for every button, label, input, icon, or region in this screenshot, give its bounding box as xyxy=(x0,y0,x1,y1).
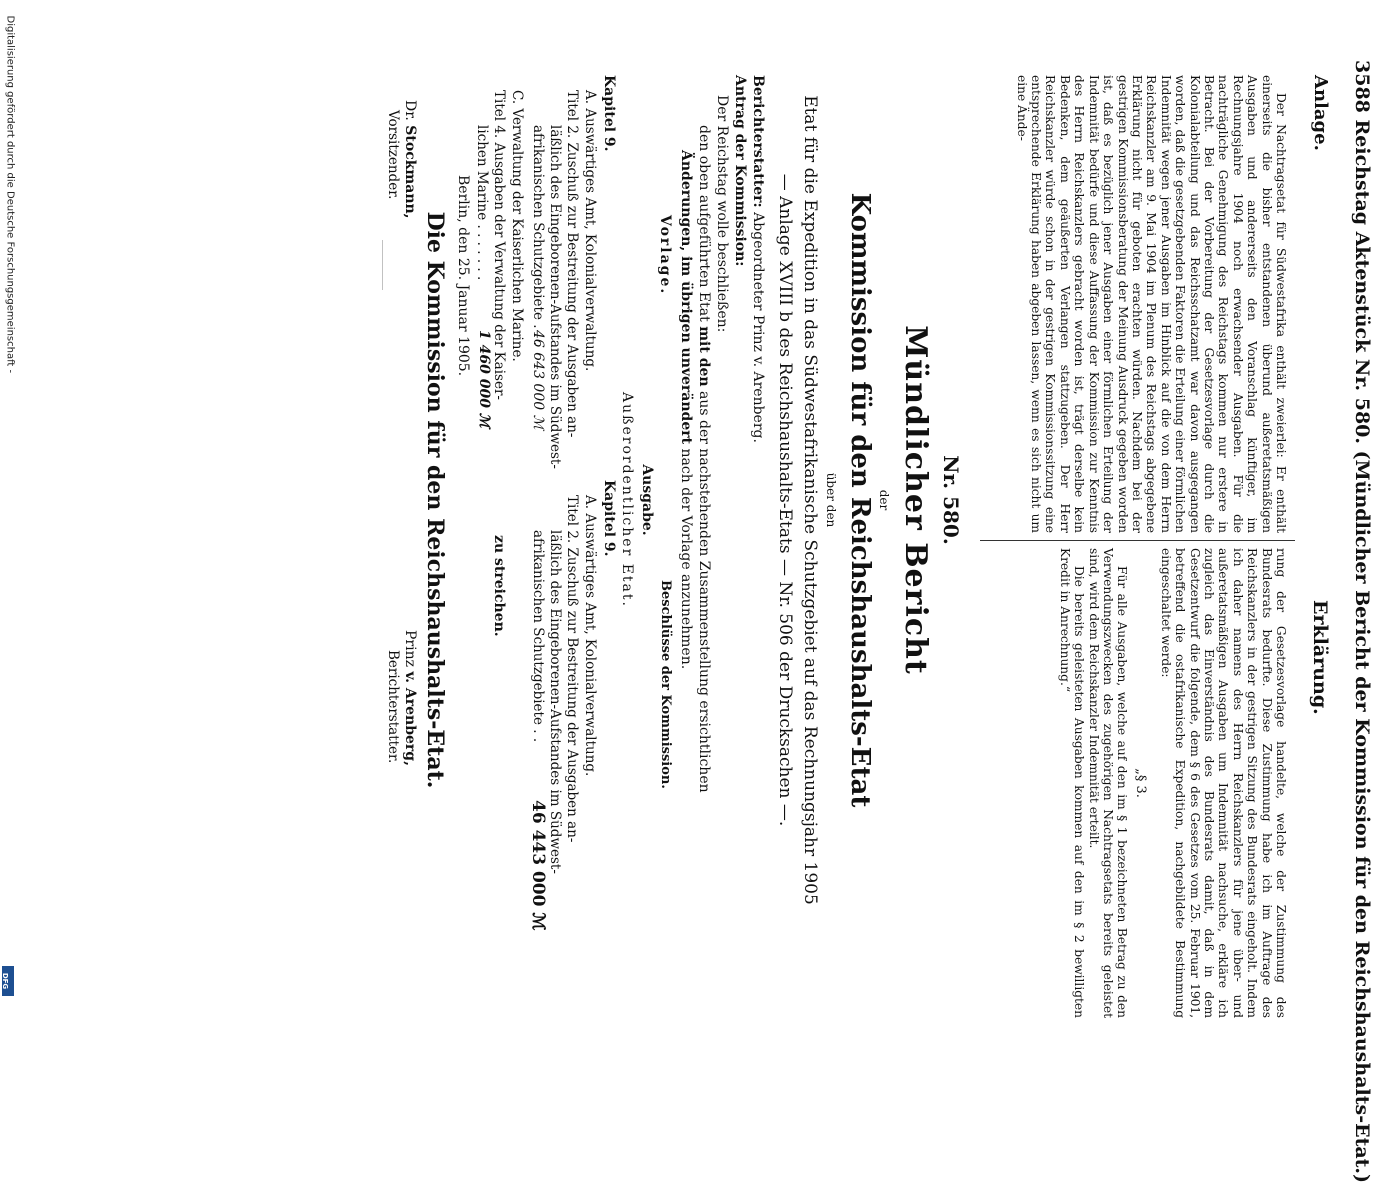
subject-line-2: — Anlage XVIII b des Reichshaushalts-Etats — Nr. 506 der Drucksachen —. xyxy=(775,173,795,827)
titel2-left-l1: Titel 2. Zuschuß zur Bestreitung der Ausgaben an- xyxy=(564,90,580,438)
section-a-left: A. Auswärtiges Amt, Kolonialverwaltung. xyxy=(582,90,598,372)
titel2-left-l2: läßlich des Eingeborenen-Aufstandes im Südwest- xyxy=(547,125,563,469)
antrag-line-3 xyxy=(678,150,694,669)
ausgabe-heading: Ausgabe. xyxy=(639,464,655,536)
reporter-label: Berichterstatter: xyxy=(750,75,766,208)
zu-streichen: zu streichen. xyxy=(491,535,507,637)
beschluesse-heading: Beschlüsse der Kommission. xyxy=(658,580,673,789)
reporter-prefix: Prinz xyxy=(402,630,418,667)
chair-name: Stockmann, xyxy=(402,125,418,219)
dfg-credit-text: Digitalisierung gefördert durch die Deutsche Forschungsgemeinschaft - xyxy=(4,15,16,374)
section-c: C. Verwaltung der Kaiserlichen Marine. xyxy=(509,90,525,362)
chair-prefix: Dr. xyxy=(402,100,418,121)
reporter-line xyxy=(750,75,766,443)
commission-signature: Die Kommission für den Reichshaushalts-Etat. xyxy=(422,211,448,789)
titel4-l1: Titel 4. Ausgaben der Verwaltung der Kaiser- xyxy=(491,90,507,400)
declaration-left-column xyxy=(1014,75,1288,533)
subject-line-1: Etat für die Expedition in das Südwestafrikanische Schutzgebiet auf das Rechnungsjahr 1905 xyxy=(800,95,820,905)
titel2-right-l1: Titel 2. Zuschuß zur Bestreitung der Ausgaben an- xyxy=(564,495,580,843)
dfg-logo-text: DFG xyxy=(1,972,10,990)
antrag-label: Antrag der Kommission: xyxy=(732,75,748,267)
reporter-name: Abgeordneter Prinz v. Arenberg. xyxy=(750,212,766,443)
titel4-l2: lichen Marine . . . . . . . xyxy=(474,125,490,281)
declaration-right-column xyxy=(1057,548,1288,1018)
antrag-text: den oben aufgeführten Etat xyxy=(696,125,712,322)
declaration-paragraph: Der Nachtragsetat für Südwestafrika enthält zweierlei: Er enthält einerseits die bisher entstandenen überund außeretatsmäßigen Ausgaben und andererseits den Voranschlag künftiger, im Rechnungsjahre 1904 noch erwachsender Ausgaben. Für die nachträgliche Genehmigung des Reichstags kommen nur erstere in Betracht. Bei der Vorbereitung der Gesetzesvorlage durch die Kolonialabteilung und das Reichsschatzamt war davon ausgegangen worden, daß die gesetzgebenden Faktoren die Erteilung einer förmlichen Indemnität wegen jener Ausgaben im Hinblick auf die von dem Herrn Reichskanzler am 9. Mai 1904 im Plenum des Reichstags abgegebene Erklärung nicht für geboten erachten würden. Nachdem bei der gestrigen Kommissionsberatung der Meinung Ausdruck gegeben worden ist, daß es bezüglich jener Ausgaben einer förmlichen Erteilung der Indemnität bedürfe und diese Auffassung der Kommission zur Kenntnis des Herrn Reichskanzlers gebracht worden ist, trägt derselbe kein Bedenken, dem geäußerten Verlangen stattzugeben. Der Herr Reichskanzler würde schon in der gestrigen Kommissionssitzung eine entsprechende Erklärung haben abgeben lassen, wenn es sich nicht um eine Ände- xyxy=(1014,75,1288,533)
section-3-text-2: Die bereits geleisteten Ausgaben kommen auf den im § 2 bewilligten Kredit in Anrechnung.“ xyxy=(1057,548,1087,1018)
anlage-heading: Anlage. xyxy=(1310,75,1331,151)
column-divider xyxy=(980,540,1295,541)
dfg-footer xyxy=(0,0,16,1000)
titel4-amount: 1 460 000 ℳ xyxy=(476,330,492,428)
antrag-bold-text: mit den xyxy=(696,326,712,387)
chair-signature xyxy=(402,100,418,219)
reporter-role: Berichterstatter. xyxy=(385,650,401,764)
declaration-paragraph: rung der Gesetzesvorlage handelte, welche der Zustimmung des Bundesrats bedurfte. Diese Zustimmung habe ich im Auftrage des Reichskanzlers in der gestrigen Sitzung des Bundesrats eingeholt. Indem ich daher namens des Herrn Reichskanzlers für jene über- und außeretatsmäßigen Ausgaben um Indemnität nachsuche, erkläre ich zugleich das Einverständnis des Bundesrats damit, daß in dem Gesetzentwurf die folgende, dem § 6 des Gesetzes vom 25. Februar 1901, betreffend die ostafrikanische Expedition, nachgebildete Bestimmung eingeschaltet werde: xyxy=(1158,548,1288,1018)
reporter-signature xyxy=(402,630,418,766)
reporter-sig-name: v. Arenberg, xyxy=(402,671,418,766)
antrag-line-1: Der Reichstag wolle beschließen: xyxy=(714,95,730,333)
section-3-text: Für alle Ausgaben, welche auf den im § 1 bezeichneten Betrag zu den Verwendungszwecken des zugehörigen Nachtragsetats bereits geleistet sind, wird dem Reichskanzler Indemnität erteilt. xyxy=(1086,548,1130,1018)
page-header: 3588 Reichstag Aktenstück Nr. 580. (Mündlicher Bericht der Kommission für den Reichshaushalts-Etat.) xyxy=(1351,60,1373,1183)
report-date: Berlin, den 25. Januar 1905. xyxy=(455,175,471,377)
paragraph-heading: „§ 3. xyxy=(1133,768,1149,798)
erklaerung-heading: Erklärung. xyxy=(1309,600,1331,715)
signature-rule xyxy=(382,240,383,290)
committee-title: Kommission für den Reichshaushalts-Etat xyxy=(845,192,875,808)
antrag-bold-text: Änderungen, im übrigen unverändert xyxy=(678,150,694,445)
titel2-left-l3: afrikanischen Schutzgebiete . . . xyxy=(530,125,546,346)
antrag-line-2 xyxy=(696,125,712,793)
titel2-right-l3: afrikanischen Schutzgebiete . . xyxy=(530,530,546,743)
antrag-text: aus der nachstehenden Zusammenstellung ersichtlichen xyxy=(696,391,712,793)
kapitel-left: Kapitel 9. xyxy=(601,75,617,152)
ueber-den-label: über den xyxy=(824,472,838,528)
chair-role: Vorsitzender. xyxy=(385,110,401,200)
report-number: Nr. 580. xyxy=(939,455,963,545)
antrag-text: nach der Vorlage anzunehmen. xyxy=(678,448,694,670)
report-title: Mündlicher Bericht xyxy=(898,325,933,675)
section-a-right: A. Auswärtiges Amt, Kolonialverwaltung. xyxy=(582,495,598,777)
vorlage-heading: Vorlage. xyxy=(657,215,673,296)
kapitel-right: Kapitel 9. xyxy=(601,480,617,557)
titel2-right-amount: 46 443 000 ℳ xyxy=(528,800,548,931)
extra-etat-heading: Außerordentlicher Etat. xyxy=(619,392,635,608)
titel2-left-amount: 46 643 000 ℳ xyxy=(530,330,546,430)
titel2-right-l2: läßlich des Eingeborenen-Aufstandes im Südwest- xyxy=(547,530,563,874)
der-label: der xyxy=(877,489,891,511)
dfg-logo-icon xyxy=(2,966,14,996)
